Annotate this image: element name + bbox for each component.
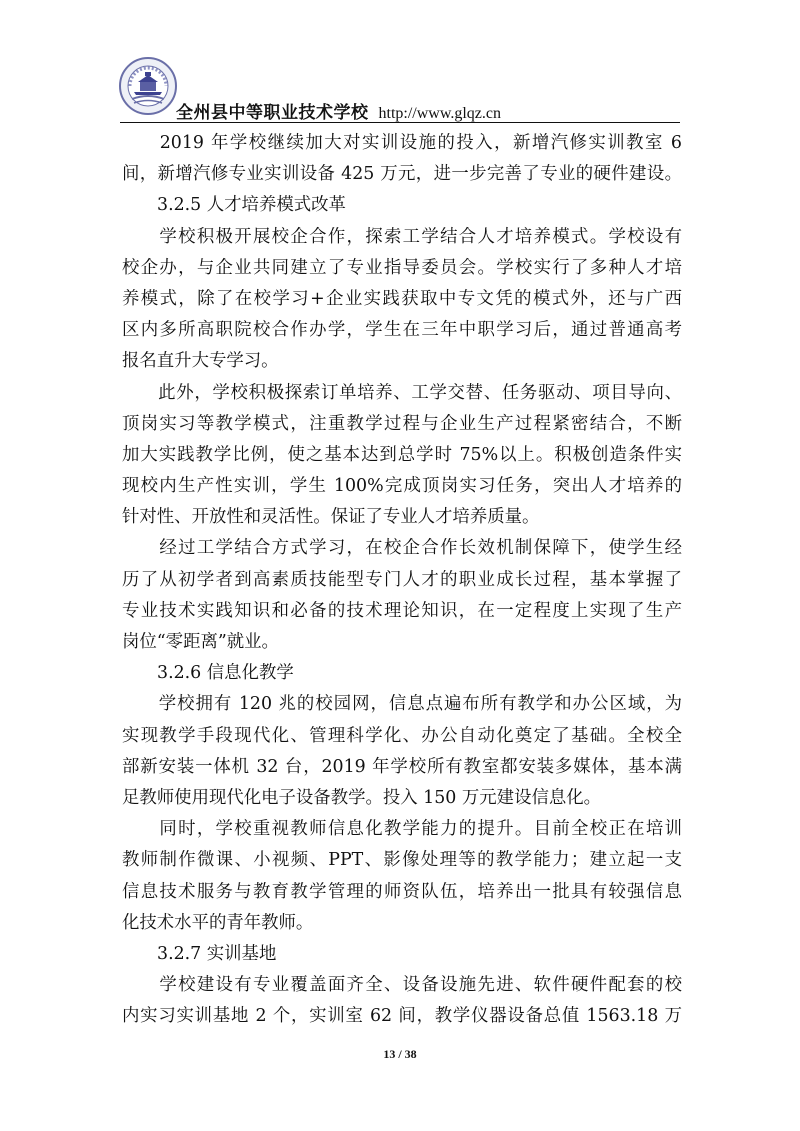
paragraph-line: 足教师使用现代化电子设备教学。投入 150 万元建设信息化。: [122, 787, 602, 808]
paragraph-line: 学校积极开展校企合作，探索工学结合人才培养模式。学校设有: [122, 226, 682, 247]
paragraph-line: 部新安装一体机 32 台，2019 年学校所有教室都安装多媒体，基本满: [122, 756, 682, 777]
paragraph-line: 顶岗实习等教学模式，注重教学过程与企业生产过程紧密结合，不断: [122, 413, 682, 434]
school-url: http://www.glqz.cn: [378, 105, 501, 122]
section-heading: 3.2.5 人才培养模式改革: [157, 195, 346, 216]
paragraph-line: 化技术水平的青年教师。: [122, 912, 314, 933]
paragraph-line: 专业技术实践知识和必备的技术理论知识，在一定程度上实现了生产: [122, 600, 682, 621]
paragraph-line: 校企办，与企业共同建立了专业指导委员会。学校实行了多种人才培: [122, 257, 682, 278]
page-number: 13 / 38: [383, 1047, 417, 1061]
paragraph-line: 加大实践教学比例，使之基本达到总学时 75%以上。积极创造条件实: [122, 444, 682, 465]
school-emblem-icon: [118, 56, 178, 116]
paragraph-line: 区内多所高职院校合作办学，学生在三年中职学习后，通过普通高考: [122, 320, 682, 341]
page-header: [118, 52, 718, 122]
paragraph-line: 教师制作微课、小视频、PPT、影像处理等的教学能力；建立起一支: [122, 850, 682, 871]
header-title: [176, 98, 501, 123]
paragraph-line: 针对性、开放性和灵活性。保证了专业人才培养质量。: [122, 507, 540, 528]
section-heading: 3.2.6 信息化教学: [157, 663, 294, 684]
paragraph-line: 学校拥有 120 兆的校园网，信息点遍布所有教学和办公区域，为: [122, 694, 682, 715]
paragraph-line: 实现教学手段现代化、管理科学化、办公自动化奠定了基础。全校全: [122, 725, 682, 746]
paragraph-line: 现校内生产性实训，学生 100%完成顶岗实习任务，突出人才培养的: [122, 476, 682, 497]
header-divider: [120, 122, 680, 123]
paragraph-line: 内实习实训基地 2 个，实训室 62 间，教学仪器设备总值 1563.18 万: [122, 1006, 682, 1027]
paragraph-line: 信息技术服务与教育教学管理的师资队伍，培养出一批具有较强信息: [122, 881, 682, 902]
paragraph-line: 间，新增汽修专业实训设备 425 万元，进一步完善了专业的硬件建设。: [122, 164, 682, 185]
paragraph-line: 报名直升大专学习。: [122, 351, 279, 372]
paragraph-line: 同时，学校重视教师信息化教学能力的提升。目前全校正在培训: [122, 819, 682, 840]
paragraph-line: 历了从初学者到高素质技能型专门人才的职业成长过程，基本掌握了: [122, 569, 682, 590]
paragraph-line: 2019 年学校继续加大对实训设施的投入，新增汽修实训教室 6: [122, 133, 682, 153]
school-name: 全州县中等职业技术学校: [176, 103, 369, 123]
section-heading: 3.2.7 实训基地: [157, 943, 277, 964]
paragraph-line: 此外，学校积极探索订单培养、工学交替、任务驱动、项目导向、: [122, 382, 682, 403]
paragraph-line: 学校建设有专业覆盖面齐全、设备设施先进、软件硬件配套的校: [122, 975, 682, 996]
document-body: [122, 128, 682, 1032]
paragraph-line: 养模式，除了在校学习+企业实践获取中专文凭的模式外，还与广西: [122, 288, 682, 309]
paragraph-line: 岗位“零距离”就业。: [122, 632, 279, 652]
paragraph-line: 经过工学结合方式学习，在校企合作长效机制保障下，使学生经: [122, 538, 682, 559]
